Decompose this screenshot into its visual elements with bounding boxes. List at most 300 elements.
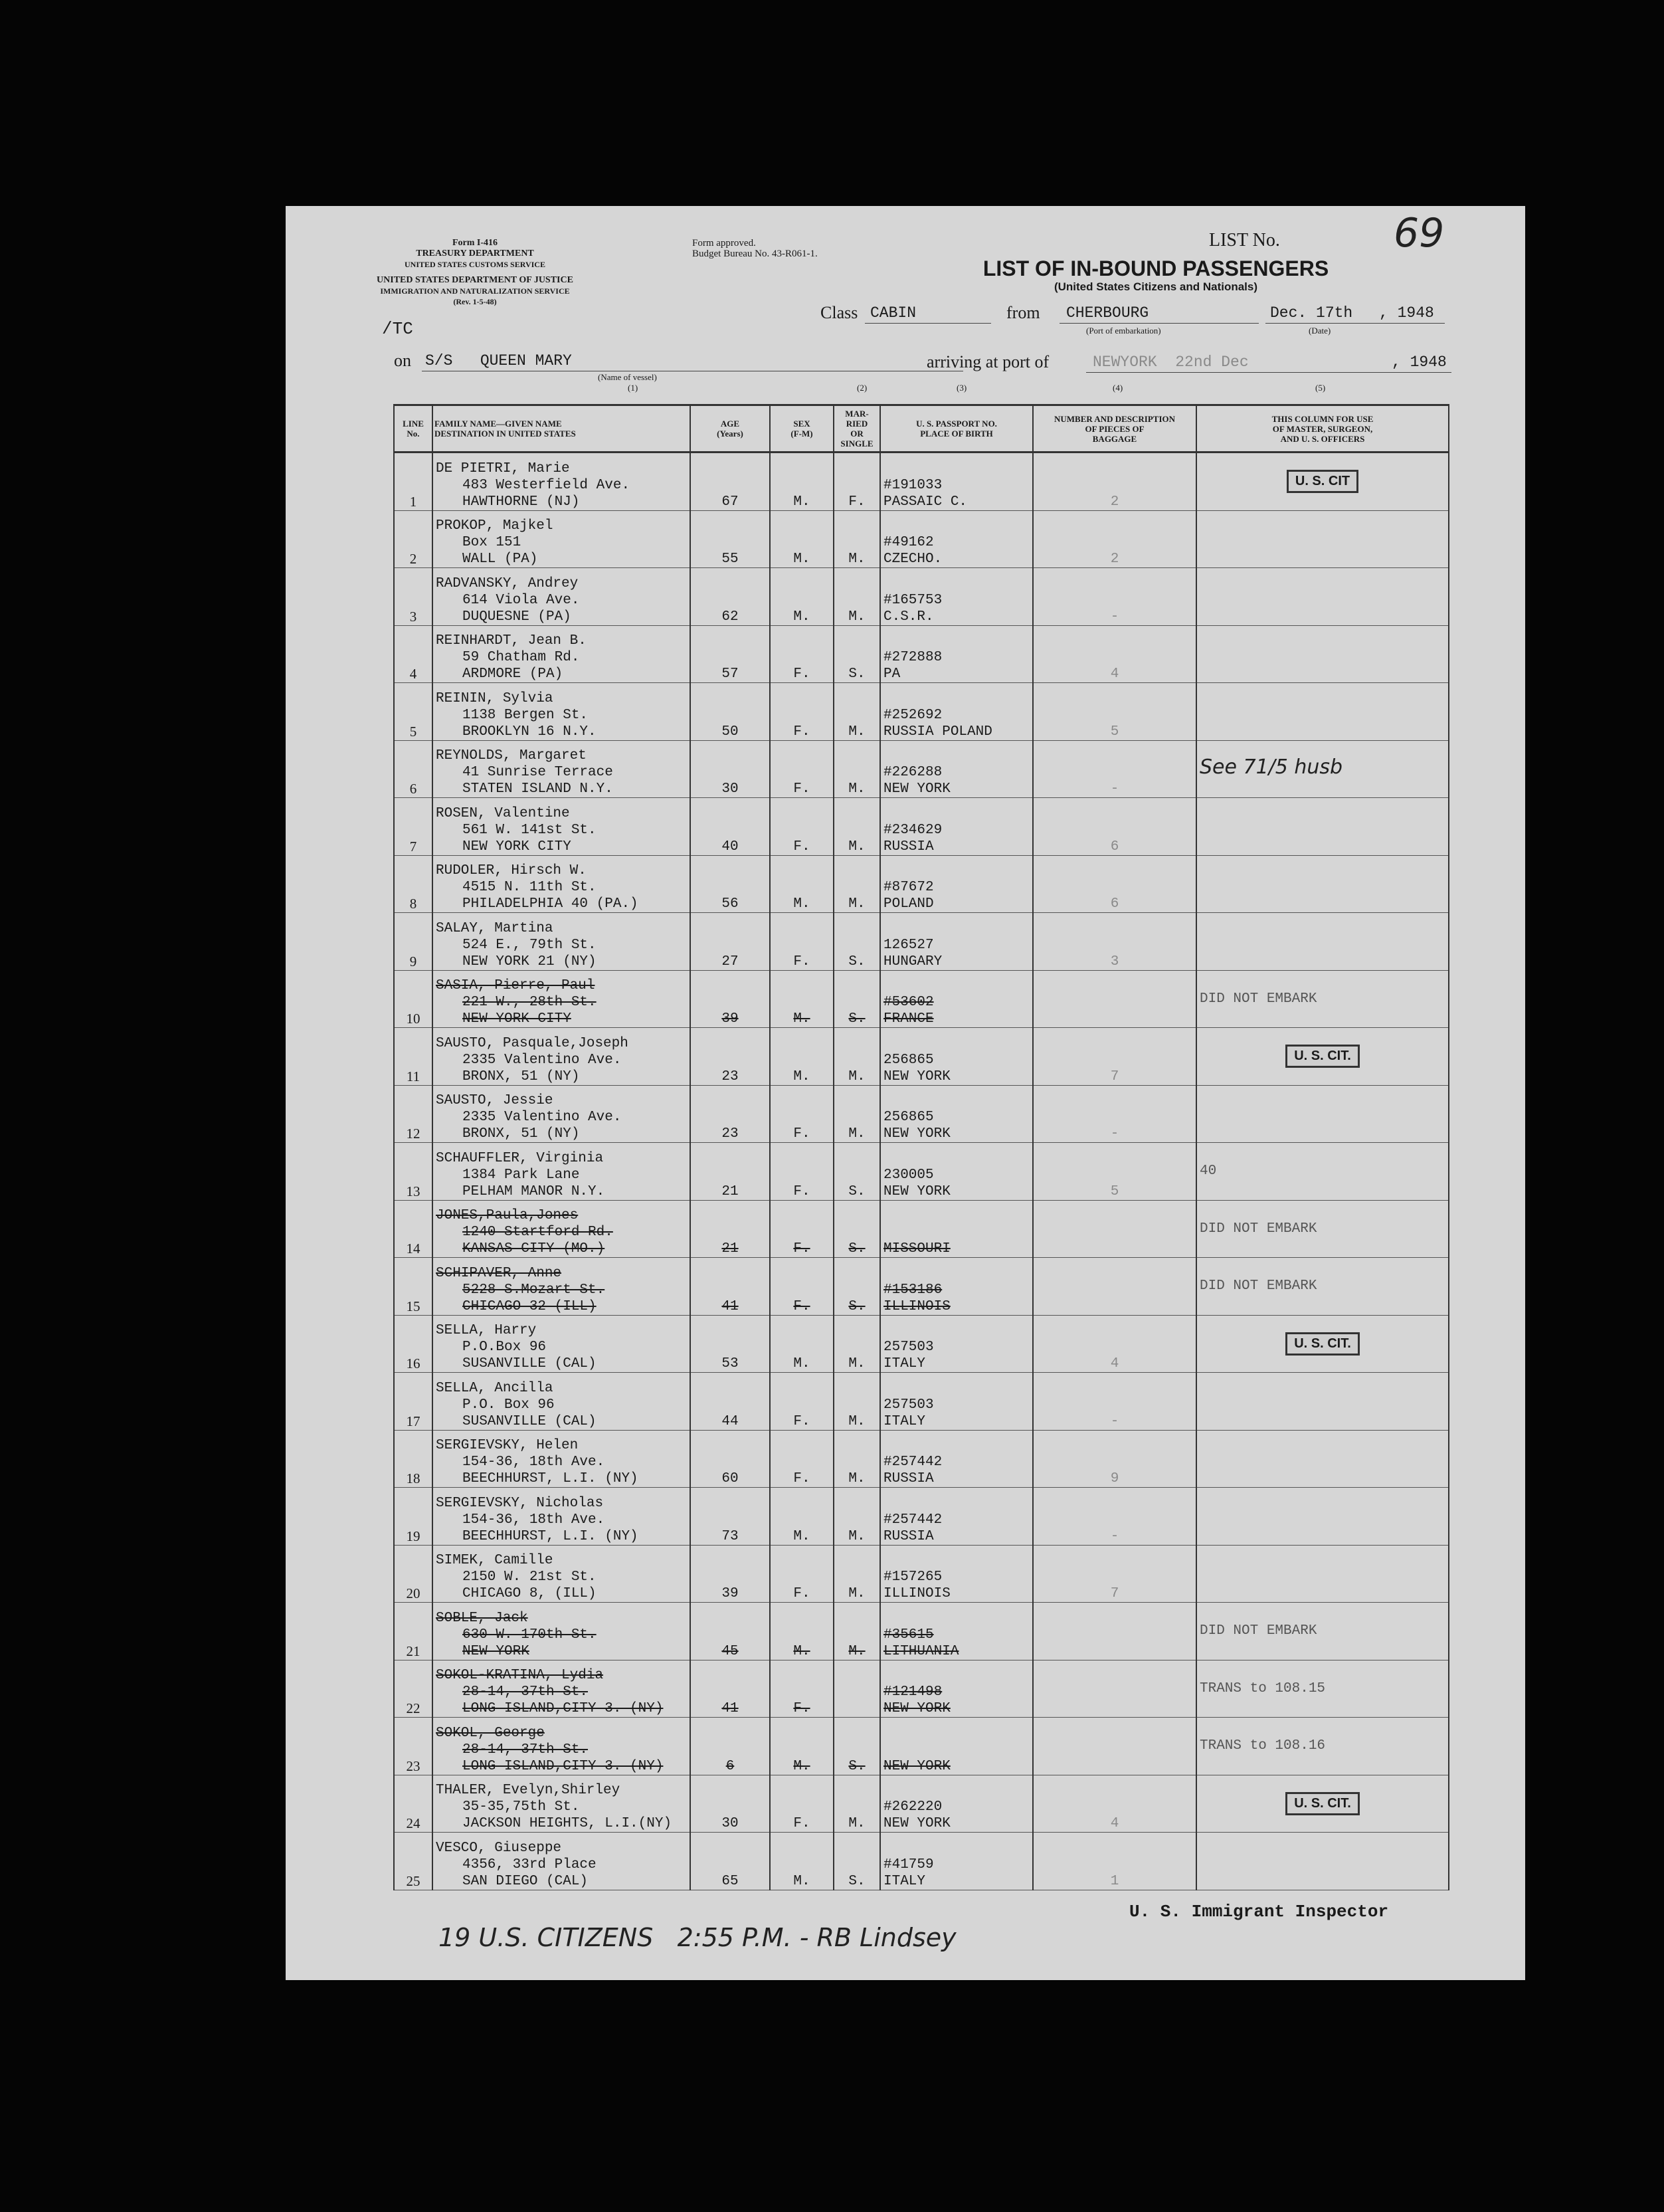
marital-value: S. — [848, 1298, 866, 1314]
line-number: 24 — [406, 1815, 420, 1831]
address-city: NEW YORK CITY — [462, 1011, 571, 1027]
place-of-birth: PA — [883, 666, 901, 682]
address-city: BEECHHURST, L.I. (NY) — [462, 1528, 638, 1544]
place-of-birth: CZECHO. — [883, 552, 943, 567]
address-street: 4515 N. 11th St. — [462, 880, 597, 895]
passenger-name: SERGIEVSKY, Helen — [436, 1438, 579, 1453]
table-row — [394, 568, 1449, 626]
address-city: CHICAGO 8, (ILL) — [462, 1586, 597, 1601]
address-city: NEW YORK CITY — [462, 839, 571, 855]
sex-value: M. — [793, 1873, 810, 1889]
place-of-birth: ITALY — [883, 1413, 926, 1429]
form-title: LIST OF IN-BOUND PASSENGERS — [982, 256, 1329, 280]
age-value: 56 — [721, 896, 739, 912]
baggage-count: - — [1110, 781, 1119, 797]
table-row — [394, 1315, 1449, 1373]
baggage-count: - — [1110, 1413, 1119, 1429]
officer-remark: TRANS to 108.16 — [1200, 1738, 1326, 1754]
age-value: 6 — [725, 1758, 735, 1774]
place-of-birth: MISSOURI — [883, 1241, 951, 1257]
sex-value: M. — [793, 1643, 810, 1659]
table-row — [394, 798, 1449, 856]
age-value: 53 — [721, 1356, 739, 1371]
place-of-birth: NEW YORK — [883, 1126, 951, 1142]
address-city: SUSANVILLE (CAL) — [462, 1413, 597, 1429]
baggage-count: - — [1110, 609, 1119, 625]
address-street: Box 151 — [462, 535, 521, 550]
marital-value: M. — [848, 1528, 866, 1544]
marital-value: M. — [848, 1126, 866, 1142]
place-of-birth: POLAND — [883, 896, 934, 912]
passenger-name: DE PIETRI, Marie — [436, 460, 570, 476]
passenger-name: SALAY, Martina — [436, 920, 553, 936]
col-num-3: (3) — [957, 383, 967, 393]
table-row — [394, 625, 1449, 683]
address-city: CHICAGO 32 (ILL) — [462, 1298, 597, 1314]
age-value: 50 — [721, 724, 739, 740]
sex-value: M. — [793, 1011, 810, 1027]
sex-value: F. — [793, 1586, 810, 1601]
baggage-count: 5 — [1110, 1183, 1119, 1199]
marital-value: S. — [848, 1183, 866, 1199]
passenger-name: JONES,Paula,Jones — [436, 1208, 579, 1223]
address-street: P.O. Box 96 — [462, 1397, 555, 1413]
passenger-name: SELLA, Ancilla — [436, 1380, 553, 1396]
line-number: 7 — [409, 838, 417, 855]
tc-mark: /TC — [382, 319, 413, 339]
officer-remark: 40 — [1200, 1163, 1217, 1179]
address-city: JACKSON HEIGHTS, L.I.(NY) — [462, 1816, 672, 1831]
passenger-name: VESCO, Giuseppe — [436, 1840, 562, 1856]
arrival-port: NEWYORK 22nd Dec — [1093, 353, 1249, 371]
address-street: 1384 Park Lane — [462, 1167, 580, 1183]
passport-number: #157265 — [883, 1569, 943, 1585]
address-street: 4356, 33rd Place — [462, 1857, 597, 1872]
line-number: 18 — [406, 1470, 420, 1486]
passenger-name: PROKOP, Majkel — [436, 518, 553, 534]
table-row — [394, 452, 1449, 511]
address-city: NEW YORK 21 (NY) — [462, 954, 597, 969]
address-street: 561 W. 141st St. — [462, 822, 597, 838]
passenger-name: SAUSTO, Jessie — [436, 1093, 553, 1108]
sex-value: F. — [793, 1816, 810, 1831]
sex-value: F. — [793, 1126, 810, 1142]
address-street: 2335 Valentino Ave. — [462, 1052, 622, 1068]
line-number: 4 — [409, 666, 417, 682]
place-of-birth: PASSAIC C. — [883, 494, 968, 510]
remark-handwritten: See 71/5 husb — [1200, 755, 1343, 779]
sex-value: M. — [793, 896, 810, 912]
officer-remark: DID NOT EMBARK — [1200, 991, 1317, 1007]
col-passport-header: U. S. PASSPORT NO. PLACE OF BIRTH — [880, 405, 1033, 452]
passenger-name: SELLA, Harry — [436, 1323, 537, 1338]
table-row — [394, 1430, 1449, 1488]
marital-value: M. — [848, 1356, 866, 1371]
table-row — [394, 1660, 1449, 1718]
age-value: 41 — [721, 1701, 739, 1716]
col-name-header: FAMILY NAME—GIVEN NAME DESTINATION IN UNITED STATES — [432, 405, 690, 452]
passenger-name: SOKOL, George — [436, 1725, 545, 1741]
place-of-birth: ILLINOIS — [883, 1298, 951, 1314]
table-row — [394, 1488, 1449, 1546]
sex-value: F. — [793, 1241, 810, 1257]
marital-value: M. — [848, 1068, 866, 1084]
place-of-birth: NEW YORK — [883, 1816, 951, 1831]
table-row — [394, 683, 1449, 741]
marital-value: S. — [848, 954, 866, 969]
passport-number: 256865 — [883, 1110, 934, 1125]
address-street: 2335 Valentino Ave. — [462, 1110, 622, 1125]
line-number: 6 — [409, 781, 417, 797]
address-city: LONG ISLAND,CITY 3. (NY) — [462, 1758, 664, 1774]
us-citizen-stamp: U. S. CIT. — [1285, 1792, 1360, 1815]
address-street: 1240 Startford Rd. — [462, 1225, 613, 1240]
col-remarks-header: THIS COLUMN FOR USE OF MASTER, SURGEON, AND U. S. OFFICERS — [1196, 405, 1449, 452]
line-number: 2 — [409, 551, 417, 567]
table-row — [394, 1200, 1449, 1258]
address-city: ARDMORE (PA) — [462, 666, 563, 682]
form-approved: Form approved. — [692, 238, 756, 249]
baggage-count: 4 — [1110, 1356, 1119, 1371]
place-of-birth: FRANCE — [883, 1011, 934, 1027]
sex-value: M. — [793, 609, 810, 625]
place-of-birth: NEW YORK — [883, 1183, 951, 1199]
place-of-birth: HUNGARY — [883, 954, 943, 969]
sex-value: F. — [793, 1413, 810, 1429]
table-row — [394, 970, 1449, 1028]
passenger-name: SCHIPAVER, Anne — [436, 1265, 562, 1281]
baggage-count: 3 — [1110, 954, 1119, 969]
officer-remark: DID NOT EMBARK — [1200, 1221, 1317, 1237]
arrival-year: , 1948 — [1392, 353, 1447, 371]
address-city: STATEN ISLAND N.Y. — [462, 781, 613, 797]
passenger-name: REININ, Sylvia — [436, 690, 553, 706]
line-number: 10 — [406, 1011, 420, 1027]
budget-bureau: Budget Bureau No. 43-R061-1. — [692, 249, 818, 259]
customs-service: UNITED STATES CUSTOMS SERVICE — [405, 260, 545, 269]
age-value: 45 — [721, 1643, 739, 1659]
passport-number: 256865 — [883, 1052, 934, 1068]
address-city: PHILADELPHIA 40 (PA.) — [462, 896, 638, 912]
col-married-header: MAR- RIED OR SINGLE — [834, 405, 880, 452]
sex-value: F. — [793, 724, 810, 740]
sex-value: F. — [793, 781, 810, 797]
us-citizen-stamp: U. S. CIT. — [1285, 1045, 1360, 1068]
place-of-birth: LITHUANIA — [883, 1643, 959, 1659]
marital-value: M. — [848, 839, 866, 855]
address-street: 5228 S.Mozart St. — [462, 1282, 605, 1298]
sex-value: F. — [793, 1701, 810, 1716]
passport-number: 257503 — [883, 1397, 934, 1413]
line-number: 23 — [406, 1758, 420, 1774]
baggage-count: 9 — [1110, 1471, 1119, 1486]
place-of-birth: NEW YORK — [883, 1701, 951, 1716]
port-note: (Port of embarkation) — [1086, 326, 1161, 336]
passport-number: #257442 — [883, 1455, 943, 1470]
address-city: BRONX, 51 (NY) — [462, 1068, 580, 1084]
on-label: on — [394, 351, 411, 370]
passport-number: #191033 — [883, 477, 943, 493]
address-street: P.O.Box 96 — [462, 1340, 547, 1355]
date-note: (Date) — [1309, 326, 1331, 336]
address-street: 28-14, 37th St. — [462, 1742, 589, 1758]
age-value: 30 — [721, 781, 739, 797]
line-number: 20 — [406, 1585, 420, 1601]
passport-number: #257442 — [883, 1512, 943, 1528]
table-row — [394, 1775, 1449, 1833]
embark-year: , 1948 — [1379, 304, 1434, 322]
line-number: 22 — [406, 1700, 420, 1716]
address-street: 35-35,75th St. — [462, 1799, 580, 1815]
col-baggage-header: NUMBER AND DESCRIPTION OF PIECES OF BAGGAGE — [1033, 405, 1196, 452]
sex-value: M. — [793, 552, 810, 567]
baggage-count: 4 — [1110, 1816, 1119, 1831]
sex-value: M. — [793, 1356, 810, 1371]
table-row — [394, 510, 1449, 568]
address-city: LONG ISLAND,CITY 3. (NY) — [462, 1701, 664, 1716]
table-row — [394, 1028, 1449, 1086]
age-value: 39 — [721, 1011, 739, 1027]
baggage-count: 5 — [1110, 724, 1119, 740]
place-of-birth: RUSSIA — [883, 839, 934, 855]
passenger-name: RADVANSKY, Andrey — [436, 575, 579, 591]
sex-value: F. — [793, 954, 810, 969]
passport-number: #121498 — [883, 1684, 943, 1700]
age-value: 44 — [721, 1413, 739, 1429]
age-value: 27 — [721, 954, 739, 969]
table-row — [394, 1373, 1449, 1431]
sex-value: F. — [793, 1183, 810, 1199]
address-street: 2150 W. 21st St. — [462, 1569, 597, 1585]
line-number: 21 — [406, 1643, 420, 1659]
list-no-label: LIST No. — [1209, 230, 1280, 251]
line-number: 5 — [409, 723, 417, 740]
passenger-name: THALER, Evelyn,Shirley — [436, 1783, 620, 1798]
age-value: 21 — [721, 1183, 739, 1199]
address-city: HAWTHORNE (NJ) — [462, 494, 580, 510]
passport-number: #153186 — [883, 1282, 943, 1298]
marital-value: M. — [848, 1471, 866, 1486]
age-value: 40 — [721, 839, 739, 855]
age-value: 57 — [721, 666, 739, 682]
marital-value: M. — [848, 1586, 866, 1601]
marital-value: M. — [848, 609, 866, 625]
passenger-name: SASIA, Pierre, Paul — [436, 978, 595, 993]
sex-value: F. — [793, 1298, 810, 1314]
age-value: 23 — [721, 1068, 739, 1084]
table-row — [394, 1718, 1449, 1775]
line-number: 13 — [406, 1183, 420, 1199]
line-number: 16 — [406, 1356, 420, 1371]
vessel-name: S/S QUEEN MARY — [425, 352, 572, 369]
marital-value: S. — [848, 1241, 866, 1257]
address-city: WALL (PA) — [462, 552, 538, 567]
passenger-name: SOBLE, Jack — [436, 1610, 528, 1626]
place-of-birth: ITALY — [883, 1356, 926, 1371]
baggage-count: 2 — [1110, 552, 1119, 567]
passenger-name: REINHARDT, Jean B. — [436, 633, 587, 649]
marital-value: M. — [848, 1413, 866, 1429]
marital-value: S. — [848, 666, 866, 682]
passenger-name: RUDOLER, Hirsch W. — [436, 863, 587, 878]
age-value: 41 — [721, 1298, 739, 1314]
table-row — [394, 740, 1449, 798]
passenger-table — [393, 404, 1449, 1890]
address-city: PELHAM MANOR N.Y. — [462, 1183, 605, 1199]
vessel-note: (Name of vessel) — [598, 372, 657, 382]
passport-number: #35615 — [883, 1627, 934, 1643]
address-street: 154-36, 18th Ave. — [462, 1455, 605, 1470]
marital-value: M. — [848, 1643, 866, 1659]
line-number: 3 — [409, 608, 417, 625]
age-value: 55 — [721, 552, 739, 567]
col-num-4: (4) — [1113, 383, 1123, 393]
marital-value: S. — [848, 1758, 866, 1774]
justice-dept: UNITED STATES DEPARTMENT OF JUSTICE — [377, 275, 573, 285]
baggage-count: 2 — [1110, 494, 1119, 510]
form-subtitle: (United States Citizens and Nationals) — [1054, 280, 1258, 293]
line-number: 15 — [406, 1298, 420, 1314]
address-street: 59 Chatham Rd. — [462, 650, 580, 665]
col-sex-header: SEX (F-M) — [770, 405, 834, 452]
marital-value: S. — [848, 1873, 866, 1889]
from-label: from — [1006, 303, 1040, 322]
passenger-name: REYNOLDS, Margaret — [436, 748, 587, 763]
address-street: 614 Viola Ave. — [462, 592, 580, 608]
marital-value: M. — [848, 1816, 866, 1831]
baggage-count: 6 — [1110, 839, 1119, 855]
table-row — [394, 855, 1449, 913]
baggage-count: 1 — [1110, 1873, 1119, 1889]
baggage-count: 4 — [1110, 666, 1119, 682]
sex-value: F. — [793, 666, 810, 682]
marital-value: M. — [848, 781, 866, 797]
line-number: 8 — [409, 896, 417, 912]
table-row — [394, 1833, 1449, 1890]
address-city: SUSANVILLE (CAL) — [462, 1356, 597, 1371]
age-value: 67 — [721, 494, 739, 510]
address-street: 1138 Bergen St. — [462, 707, 589, 723]
address-city: KANSAS CITY (MO.) — [462, 1241, 605, 1257]
place-of-birth: ILLINOIS — [883, 1586, 951, 1601]
passport-number: #165753 — [883, 592, 943, 608]
baggage-count: 7 — [1110, 1586, 1119, 1601]
age-value: 39 — [721, 1586, 739, 1601]
marital-value: M. — [848, 552, 866, 567]
us-citizen-stamp: U. S. CIT — [1287, 470, 1358, 493]
address-city: BROOKLYN 16 N.Y. — [462, 724, 597, 740]
embark-date: Dec. 17th — [1270, 304, 1353, 322]
passport-number: #226288 — [883, 765, 943, 780]
officer-remark: TRANS to 108.15 — [1200, 1680, 1326, 1696]
baggage-count: - — [1110, 1126, 1119, 1142]
col-line-header: LINE No. — [394, 405, 432, 452]
inspector-signature-line: U. S. Immigrant Inspector — [1129, 1902, 1389, 1922]
treasury-dept: TREASURY DEPARTMENT — [416, 249, 534, 258]
col-age-header: AGE (Years) — [690, 405, 770, 452]
age-value: 65 — [721, 1873, 739, 1889]
class-value: CABIN — [870, 304, 917, 322]
col-num-1: (1) — [628, 383, 638, 393]
us-citizen-stamp: U. S. CIT. — [1285, 1332, 1360, 1356]
table-row — [394, 1258, 1449, 1316]
sex-value: F. — [793, 1471, 810, 1486]
address-city: SAN DIEGO (CAL) — [462, 1873, 589, 1889]
passport-number: 126527 — [883, 937, 934, 953]
passport-number: 257503 — [883, 1340, 934, 1355]
passport-number: #49162 — [883, 535, 934, 550]
line-number: 1 — [409, 493, 417, 510]
passport-number: #87672 — [883, 880, 934, 895]
sex-value: M. — [793, 1528, 810, 1544]
passenger-name: SIMEK, Camille — [436, 1553, 553, 1568]
form-number: Form I-416 — [452, 238, 498, 248]
place-of-birth: NEW YORK — [883, 1068, 951, 1084]
line-number: 17 — [406, 1413, 420, 1429]
baggage-count: 6 — [1110, 896, 1119, 912]
place-of-birth: C.S.R. — [883, 609, 934, 625]
passenger-name: SOKOL-KRATINA, Lydia — [436, 1668, 604, 1683]
passport-number: #252692 — [883, 707, 943, 723]
address-street: 524 E., 79th St. — [462, 937, 597, 953]
place-of-birth: NEW YORK — [883, 1758, 951, 1774]
sex-value: M. — [793, 1758, 810, 1774]
officer-remark: DID NOT EMBARK — [1200, 1278, 1317, 1294]
passport-number: 230005 — [883, 1167, 934, 1183]
passenger-name: ROSEN, Valentine — [436, 805, 570, 821]
line-number: 25 — [406, 1872, 420, 1889]
list-no-value: 69 — [1394, 210, 1445, 256]
sex-value: M. — [793, 1068, 810, 1084]
passport-number: #41759 — [883, 1857, 934, 1872]
table-row — [394, 1603, 1449, 1660]
officer-remark: DID NOT EMBARK — [1200, 1623, 1317, 1639]
address-street: 28-14, 37th St. — [462, 1684, 589, 1700]
line-number: 19 — [406, 1528, 420, 1544]
address-street: 221 W., 28th St. — [462, 995, 597, 1010]
age-value: 62 — [721, 609, 739, 625]
baggage-count: 7 — [1110, 1068, 1119, 1084]
passport-number: #53602 — [883, 995, 934, 1010]
age-value: 23 — [721, 1126, 739, 1142]
address-city: DUQUESNE (PA) — [462, 609, 571, 625]
table-row — [394, 913, 1449, 971]
table-row — [394, 1545, 1449, 1603]
line-number: 12 — [406, 1126, 420, 1142]
passport-number: #262220 — [883, 1799, 943, 1815]
sex-value: F. — [793, 839, 810, 855]
address-city: BRONX, 51 (NY) — [462, 1126, 580, 1142]
line-number: 11 — [406, 1068, 420, 1084]
place-of-birth: ITALY — [883, 1873, 926, 1889]
manifest-page — [286, 206, 1525, 1980]
age-value: 21 — [721, 1241, 739, 1257]
marital-value: M. — [848, 896, 866, 912]
from-value: CHERBOURG — [1066, 304, 1149, 322]
marital-value: S. — [848, 1011, 866, 1027]
baggage-count: - — [1110, 1528, 1119, 1544]
address-street: 483 Westerfield Ave. — [462, 477, 630, 493]
table-row — [394, 1143, 1449, 1201]
arriving-label: arriving at port of — [927, 352, 1050, 371]
age-value: 73 — [721, 1528, 739, 1544]
col-num-2: (2) — [857, 383, 868, 393]
place-of-birth: RUSSIA POLAND — [883, 724, 992, 740]
class-label: Class — [820, 303, 858, 322]
place-of-birth: RUSSIA — [883, 1471, 934, 1486]
address-street: 41 Sunrise Terrace — [462, 765, 613, 780]
passenger-name: SCHAUFFLER, Virginia — [436, 1150, 604, 1166]
